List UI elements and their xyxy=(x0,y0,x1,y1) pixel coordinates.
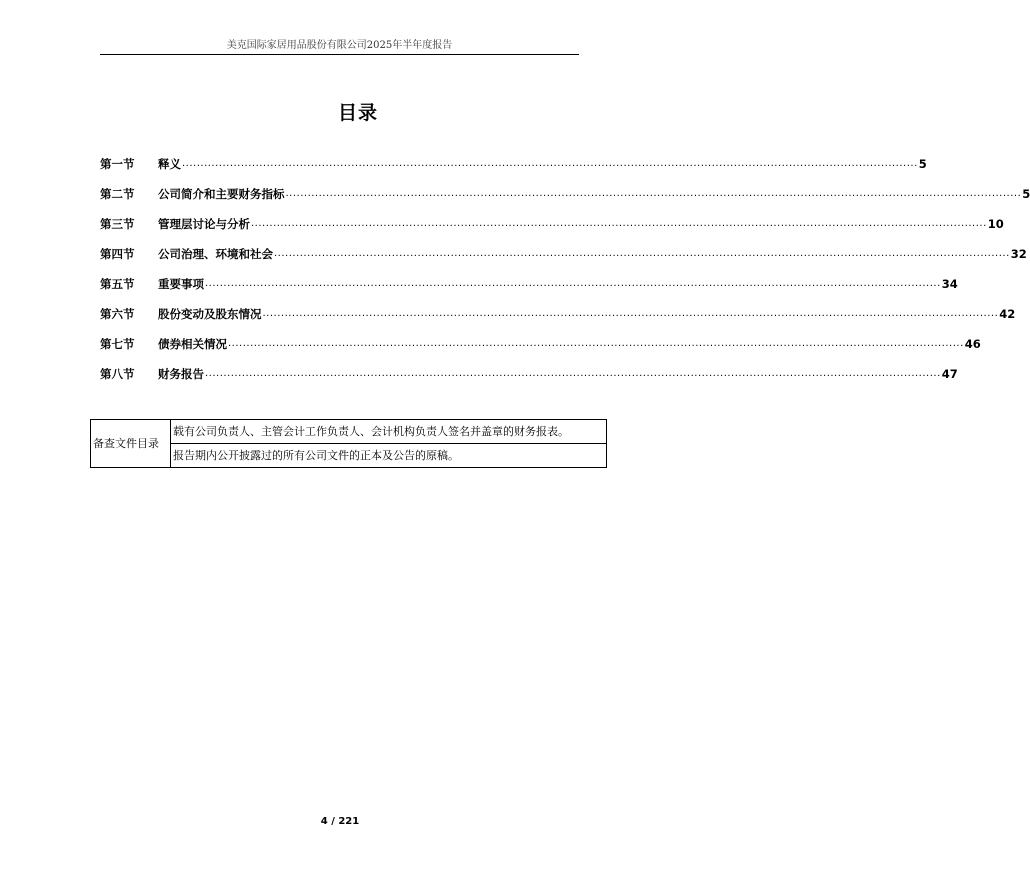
toc-entry-1[interactable] xyxy=(100,142,927,172)
toc-entry-4[interactable] xyxy=(100,232,1027,262)
page-number-footer: 4 / 221 xyxy=(320,816,360,827)
toc-entry-5[interactable] xyxy=(100,262,958,292)
toc-title: 目录 xyxy=(337,102,378,124)
toc-page-number: 34 xyxy=(941,277,958,291)
table-row xyxy=(91,420,607,444)
toc-section-number: 第三节 xyxy=(100,217,135,231)
toc-dot-leader: ........................................................................................................................................................................................................ xyxy=(205,368,941,379)
toc-section-name: 管理层讨论与分析 xyxy=(158,217,250,231)
toc-entry-7[interactable] xyxy=(100,322,981,352)
toc-entry-6[interactable] xyxy=(100,292,1016,322)
toc-section-number: 第五节 xyxy=(100,277,135,291)
toc-section-name: 释义 xyxy=(158,157,181,171)
toc-section-number: 第二节 xyxy=(100,187,135,201)
toc-section-number: 第七节 xyxy=(100,337,135,351)
toc-section-name: 股份变动及股东情况 xyxy=(158,307,262,321)
reference-docs-table xyxy=(90,419,607,468)
toc-dot-leader: ........................................................................................................................................................................................................ xyxy=(228,338,964,349)
toc-entry-8[interactable] xyxy=(100,352,958,382)
toc-page-number: 10 xyxy=(987,217,1004,231)
toc-entry-3[interactable] xyxy=(100,202,1004,232)
toc-section-name: 债券相关情况 xyxy=(158,337,227,351)
toc-page-number: 32 xyxy=(1010,247,1027,261)
toc-section-name: 重要事项 xyxy=(158,277,204,291)
toc-section-number: 第八节 xyxy=(100,367,135,381)
reference-doc-item: 报告期内公开披露过的所有公司文件的正本及公告的原稿。 xyxy=(171,444,607,468)
toc-section-number: 第一节 xyxy=(100,157,135,171)
toc-section-number: 第六节 xyxy=(100,307,135,321)
toc-section-name: 公司治理、环境和社会 xyxy=(158,247,273,261)
toc-dot-leader: ........................................................................................................................................................................................................ xyxy=(262,308,999,319)
reference-docs-label: 备查文件目录 xyxy=(91,420,171,468)
toc-dot-leader: ........................................................................................................................................................................................................ xyxy=(274,248,1010,259)
toc-dot-leader: ........................................................................................................................................................................................................ xyxy=(285,188,1022,199)
toc-page-number: 5 xyxy=(918,157,927,171)
toc-dot-leader: ........................................................................................................................................................................................................ xyxy=(205,278,941,289)
toc-dot-leader: ........................................................................................................................................................................................................ xyxy=(251,218,987,229)
page-header: 美克国际家居用品股份有限公司2025年半年度报告 xyxy=(100,39,579,55)
toc-page-number: 46 xyxy=(964,337,981,351)
toc-page-number: 42 xyxy=(999,307,1016,321)
toc-list xyxy=(100,142,1030,382)
toc-dot-leader: ........................................................................................................................................................................................................ xyxy=(182,158,918,169)
toc-section-name: 公司简介和主要财务指标 xyxy=(158,187,285,201)
toc-page-number: 5 xyxy=(1022,187,1030,201)
toc-entry-2[interactable] xyxy=(100,172,1030,202)
toc-section-number: 第四节 xyxy=(100,247,135,261)
toc-page-number: 47 xyxy=(941,367,958,381)
reference-doc-item: 载有公司负责人、主管会计工作负责人、会计机构负责人签名并盖章的财务报表。 xyxy=(171,420,607,444)
toc-section-name: 财务报告 xyxy=(158,367,204,381)
